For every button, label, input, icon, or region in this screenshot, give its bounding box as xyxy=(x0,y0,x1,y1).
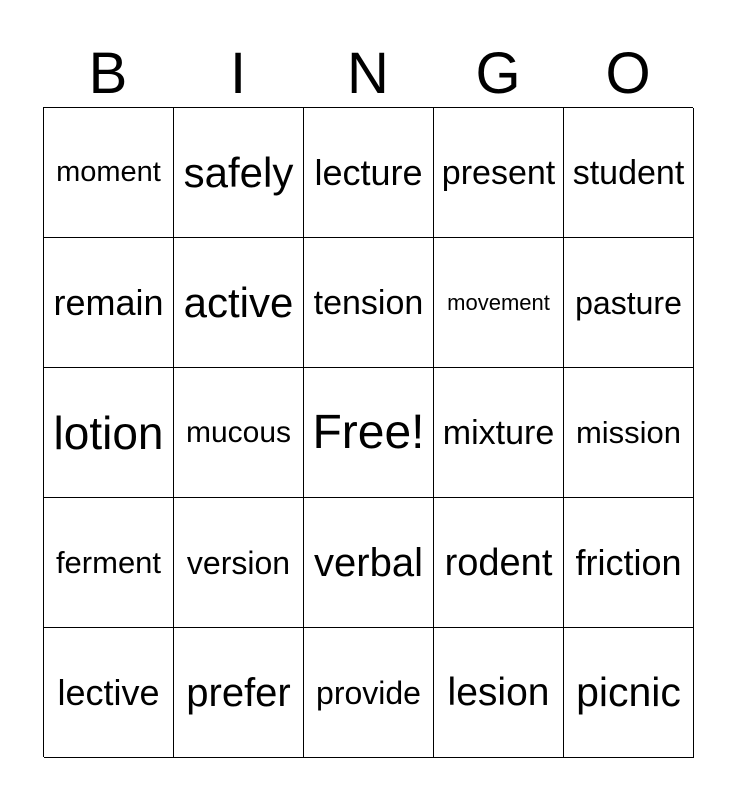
cell-word: student xyxy=(572,153,685,192)
bingo-cell xyxy=(44,628,174,758)
bingo-cell xyxy=(44,238,174,368)
cell-word: pasture xyxy=(575,284,682,321)
bingo-cell xyxy=(174,108,304,238)
cell-word: mission xyxy=(575,415,682,450)
bingo-cell xyxy=(304,238,434,368)
cell-word: mucous xyxy=(185,415,292,449)
bingo-cell xyxy=(44,368,174,498)
cell-word: lotion xyxy=(53,406,164,459)
bingo-cell xyxy=(564,108,694,238)
cell-word: active xyxy=(183,278,294,326)
cell-word: tension xyxy=(313,283,424,322)
bingo-cell xyxy=(174,498,304,628)
free-space-label: Free! xyxy=(312,405,425,459)
cell-word: prefer xyxy=(186,670,291,715)
bingo-cell xyxy=(304,108,434,238)
bingo-cell xyxy=(434,238,564,368)
header-letter-i: I xyxy=(229,41,247,106)
bingo-cell xyxy=(564,238,694,368)
bingo-cell xyxy=(434,498,564,628)
cell-word: lesion xyxy=(447,671,550,714)
bingo-cell xyxy=(174,368,304,498)
header-letter-b: B xyxy=(88,41,128,106)
header-letter-o: O xyxy=(605,41,651,106)
cell-word: safely xyxy=(183,148,294,196)
bingo-cell xyxy=(564,498,694,628)
bingo-cell xyxy=(434,108,564,238)
bingo-cell xyxy=(44,108,174,238)
bingo-cell xyxy=(304,498,434,628)
cell-word: ferment xyxy=(55,545,162,580)
bingo-cell xyxy=(304,628,434,758)
cell-word: mixture xyxy=(442,413,555,452)
cell-word: verbal xyxy=(314,540,423,585)
cell-word: remain xyxy=(53,281,164,323)
bingo-cell xyxy=(434,628,564,758)
cell-word: moment xyxy=(56,156,161,188)
cell-word: provide xyxy=(316,674,421,711)
bingo-cell xyxy=(434,368,564,498)
cell-word: lective xyxy=(57,671,160,713)
bingo-header xyxy=(43,40,693,108)
cell-word: friction xyxy=(575,541,682,583)
header-letter-n: N xyxy=(347,41,389,106)
bingo-cell xyxy=(174,628,304,758)
bingo-cell xyxy=(564,628,694,758)
bingo-cell free-space xyxy=(304,368,434,498)
header-letter-g: G xyxy=(475,41,521,106)
bingo-board xyxy=(43,107,693,757)
cell-word: present xyxy=(441,153,556,192)
bingo-cell xyxy=(564,368,694,498)
bingo-cell xyxy=(44,498,174,628)
cell-word: lecture xyxy=(314,151,423,193)
cell-word: version xyxy=(186,544,291,581)
cell-word: picnic xyxy=(576,669,681,715)
cell-word: movement xyxy=(447,289,550,315)
bingo-cell xyxy=(174,238,304,368)
cell-word: rodent xyxy=(444,541,553,584)
